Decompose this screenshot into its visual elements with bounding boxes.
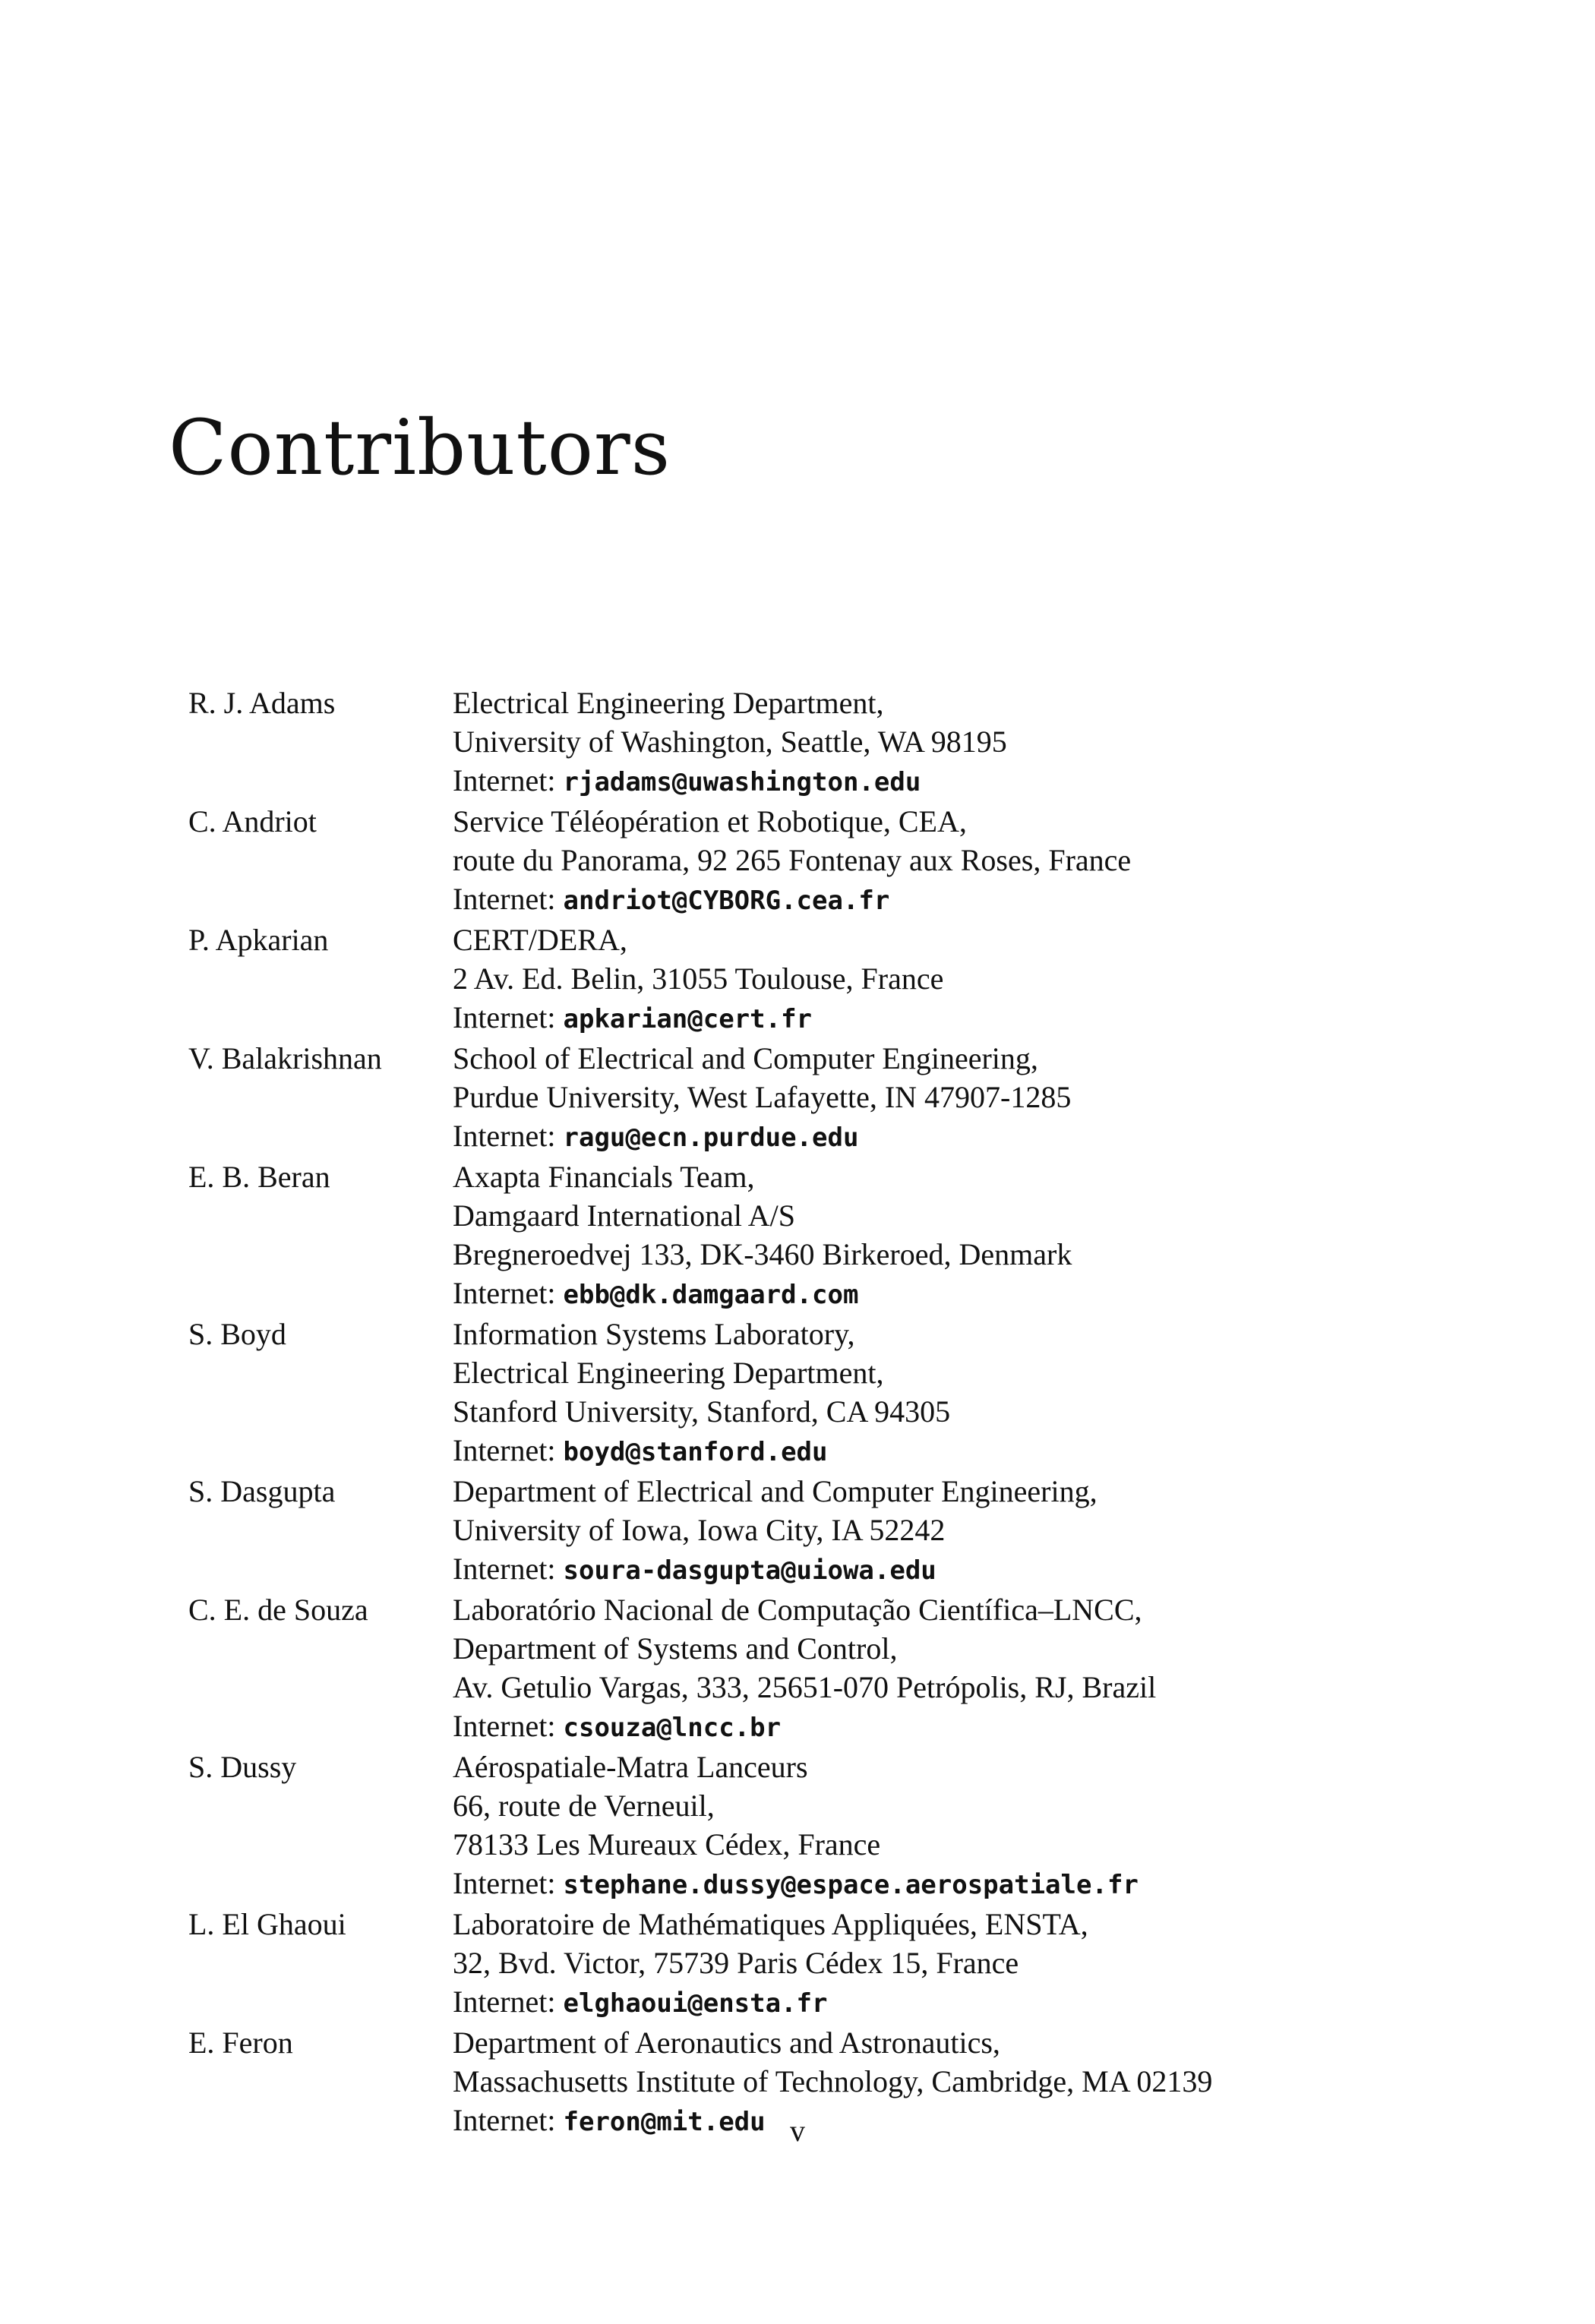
affiliation-line: Bregneroedvej 133, DK-3460 Birkeroed, Denmark — [453, 1237, 1072, 1271]
internet-label: Internet: — [453, 1552, 556, 1586]
affiliation-line: Laboratório Nacional de Computação Científica–LNCC, — [453, 1593, 1142, 1627]
contributor-name: L. El Ghaoui — [188, 1907, 346, 1941]
email-address: rjadams@uwashington.edu — [563, 767, 921, 797]
affiliation-line: Aérospatiale-Matra Lanceurs — [453, 1750, 808, 1784]
contributor-affiliation — [453, 920, 1556, 1039]
email-address: andriot@CYBORG.cea.fr — [563, 886, 890, 916]
internet-line — [453, 879, 1556, 920]
affiliation-line: University of Iowa, Iowa City, IA 52242 — [453, 1513, 946, 1547]
contributor-entry — [188, 802, 1556, 920]
contributor-name: S. Boyd — [188, 1317, 286, 1351]
affiliation-line: Electrical Engineering Department, — [453, 1356, 884, 1390]
internet-label: Internet: — [453, 2103, 556, 2137]
email-address: elghaoui@ensta.fr — [563, 1988, 828, 2019]
contributor-affiliation — [453, 1157, 1556, 1315]
affiliation-line: route du Panorama, 92 265 Fontenay aux Roses, France — [453, 843, 1132, 877]
contributor-name: P. Apkarian — [188, 923, 329, 957]
contributor-affiliation — [453, 2023, 1556, 2142]
internet-line — [453, 1707, 1556, 1748]
contributor-affiliation — [453, 1039, 1556, 1157]
affiliation-line: Stanford University, Stanford, CA 94305 — [453, 1394, 951, 1429]
email-address: apkarian@cert.fr — [563, 1004, 813, 1034]
contributor-entry — [188, 1905, 1556, 2023]
internet-label: Internet: — [453, 1000, 556, 1034]
contributor-entry — [188, 1472, 1556, 1590]
affiliation-line: Service Téléopération et Robotique, CEA, — [453, 804, 967, 838]
contributor-affiliation — [453, 1590, 1556, 1748]
contributor-entry — [188, 1315, 1556, 1472]
internet-line — [453, 2101, 1556, 2142]
contributor-affiliation — [453, 1905, 1556, 2023]
contributor-name: R. J. Adams — [188, 686, 336, 720]
affiliation-line: Department of Electrical and Computer Engineering, — [453, 1474, 1098, 1508]
affiliation-line: School of Electrical and Computer Engineering, — [453, 1041, 1038, 1075]
contributor-name: C. E. de Souza — [188, 1593, 368, 1627]
affiliation-line: Purdue University, West Lafayette, IN 47907-1285 — [453, 1080, 1072, 1114]
affiliation-line: 78133 Les Mureaux Cédex, France — [453, 1827, 881, 1861]
internet-label: Internet: — [453, 1119, 556, 1153]
email-address: stephane.dussy@espace.aerospatiale.fr — [563, 1870, 1139, 1900]
contributor-entry — [188, 2023, 1556, 2142]
affiliation-line: Department of Aeronautics and Astronautics, — [453, 2026, 1000, 2060]
internet-line — [453, 1549, 1556, 1590]
internet-line — [453, 1431, 1556, 1472]
contributor-affiliation — [453, 802, 1556, 920]
internet-line — [453, 761, 1556, 802]
contributor-entry — [188, 1157, 1556, 1315]
affiliation-line: Laboratoire de Mathématiques Appliquées, ENSTA, — [453, 1907, 1088, 1941]
internet-label: Internet: — [453, 1709, 556, 1743]
affiliation-line: Axapta Financials Team, — [453, 1160, 755, 1194]
page-number: v — [790, 2114, 805, 2148]
contributor-entry — [188, 920, 1556, 1039]
email-address: feron@mit.edu — [563, 2107, 766, 2137]
internet-label: Internet: — [453, 1866, 556, 1900]
contributor-name: E. Feron — [188, 2026, 293, 2060]
internet-label: Internet: — [453, 1985, 556, 2019]
contributor-affiliation — [453, 1315, 1556, 1472]
contributor-name: C. Andriot — [188, 804, 317, 838]
contributor-list — [188, 684, 1556, 2142]
affiliation-line: 66, route de Verneuil, — [453, 1789, 715, 1823]
contributor-entry — [188, 1748, 1556, 1905]
internet-line — [453, 1116, 1556, 1157]
contributor-name: V. Balakrishnan — [188, 1041, 382, 1075]
contributor-entry — [188, 1039, 1556, 1157]
contributor-affiliation — [453, 1472, 1556, 1590]
internet-line — [453, 1864, 1556, 1905]
affiliation-line: CERT/DERA, — [453, 923, 627, 957]
contributor-name: S. Dussy — [188, 1750, 297, 1784]
internet-label: Internet: — [453, 1433, 556, 1467]
affiliation-line: 2 Av. Ed. Belin, 31055 Toulouse, France — [453, 961, 944, 996]
affiliation-line: Electrical Engineering Department, — [453, 686, 884, 720]
email-address: soura-dasgupta@uiowa.edu — [563, 1555, 936, 1586]
affiliation-line: Massachusetts Institute of Technology, Cambridge, MA 02139 — [453, 2064, 1213, 2098]
contributor-affiliation — [453, 1748, 1556, 1905]
internet-label: Internet: — [453, 763, 556, 797]
contributor-affiliation — [453, 684, 1556, 802]
email-address: ebb@dk.damgaard.com — [563, 1280, 859, 1310]
affiliation-line: University of Washington, Seattle, WA 98195 — [453, 725, 1007, 759]
internet-line — [453, 1982, 1556, 2023]
affiliation-line: Department of Systems and Control, — [453, 1631, 898, 1666]
contributor-entry — [188, 684, 1556, 802]
email-address: ragu@ecn.purdue.edu — [563, 1123, 859, 1153]
internet-label: Internet: — [453, 1276, 556, 1310]
affiliation-line: Av. Getulio Vargas, 333, 25651-070 Petrópolis, RJ, Brazil — [453, 1670, 1157, 1704]
page-title: Contributors — [169, 403, 671, 492]
contributor-entry — [188, 1590, 1556, 1748]
email-address: boyd@stanford.edu — [563, 1437, 828, 1467]
contributor-name: E. B. Beran — [188, 1160, 330, 1194]
email-address: csouza@lncc.br — [563, 1713, 782, 1743]
affiliation-line: Damgaard International A/S — [453, 1198, 795, 1233]
affiliation-line: Information Systems Laboratory, — [453, 1317, 855, 1351]
internet-label: Internet: — [453, 882, 556, 916]
internet-line — [453, 998, 1556, 1039]
contributor-name: S. Dasgupta — [188, 1474, 336, 1508]
affiliation-line: 32, Bvd. Victor, 75739 Paris Cédex 15, France — [453, 1946, 1019, 1980]
internet-line — [453, 1274, 1556, 1315]
